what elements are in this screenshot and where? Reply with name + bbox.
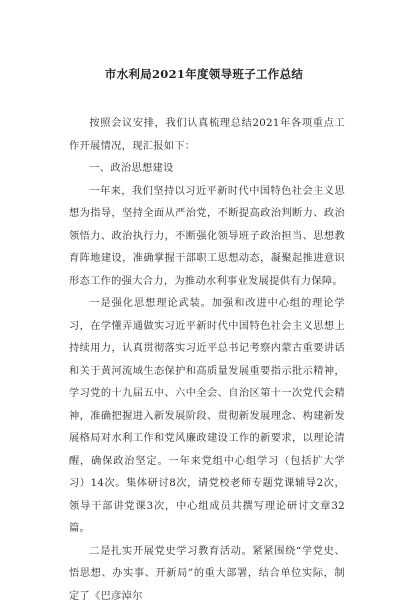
body-paragraph: 一年来，我们坚持以习近平新时代中国特色社会主义思想为指导，坚持全面从严治党，不断提高政治判断力、政治领悟力、政治执行力，不断强化领导班子政治担当、思想教育阵地建设，准确掌握干部职工思想动态，凝聚起推进意识形态工作的强大合力，为推动水利事业发展提供有力保障。: [69, 181, 345, 294]
body-paragraph: 二是扎实开展党史学习教育活动。紧紧围绕“学党史、悟思想、办实事、开新局”的重大部署，结合单位实际，制定了《巴彦淖尔: [69, 541, 345, 608]
body-paragraph: 一是强化思想理论武装。加强和改进中心组的理论学习，在学懂弄通做实习近平新时代中国特色社会主义思想上持续用力，认真贯彻落实习近平总书记考察内蒙古重要讲话和关于黄河流域生态保护和高质量发展重要指示批示精神，学习党的十九届五中、六中全会、自治区第十一次党代会精神，准确把握进入新发展阶段、贯彻新发展理念、构建新发展格局对水利工作和党风廉政建设工作的新要求，以理论清醒，确保政治坚定。一年来党组中心组学习（包括扩大学习）14次。集体研讨8次，请党校老师专题党课辅导2次，领导干部讲党课3次，中心组成员共撰写理论研讨文章32篇。: [69, 293, 345, 541]
document-body: [69, 113, 345, 608]
intro-paragraph: 按照会议安排，我们认真梳理总结2021年各项重点工作开展情况，现汇报如下：: [69, 113, 345, 158]
section-heading: 一、政治思想建设: [69, 158, 345, 181]
document-title: 市水利局2021年度领导班子工作总结: [0, 66, 408, 82]
